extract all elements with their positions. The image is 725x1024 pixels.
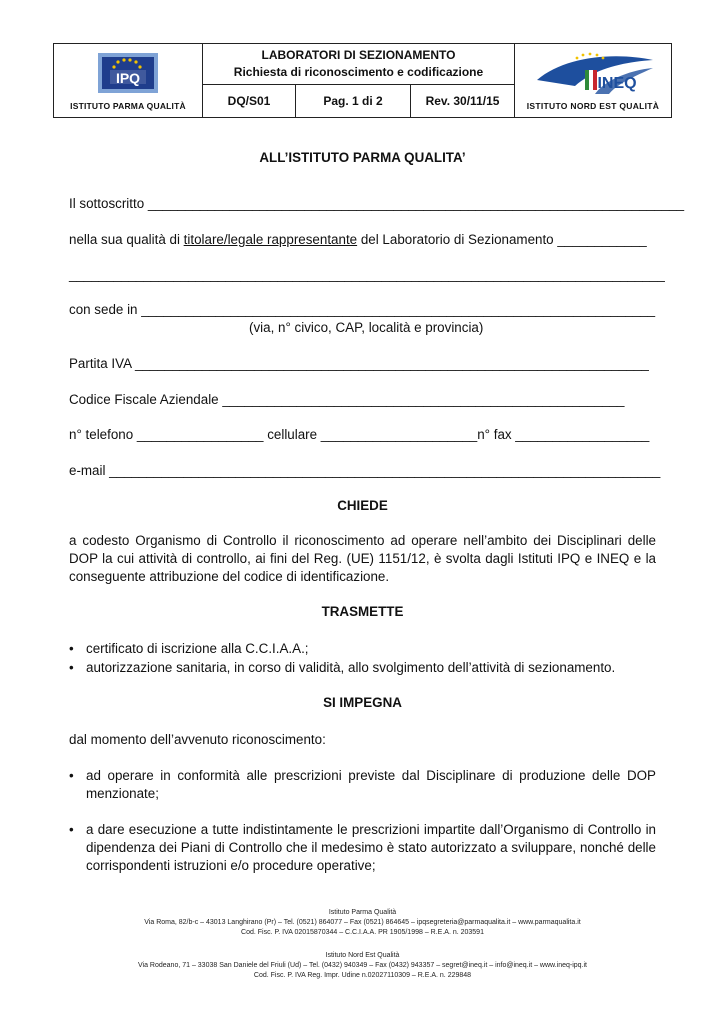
ineq-label: ISTITUTO NORD EST QUALITÀ bbox=[526, 101, 660, 111]
footer-ipq-name: Istituto Parma Qualità bbox=[328, 909, 397, 916]
transmits-heading: TRASMETTE bbox=[321, 604, 404, 619]
footer-ineq-fiscal: Cod. Fisc. P. IVA Reg. Impr. Udine n.02027110309 – R.E.A. n. 229848 bbox=[253, 972, 472, 979]
bullet-icon: • bbox=[69, 641, 74, 656]
list-item: • certificato di iscrizione alla C.C.I.A.A.; bbox=[69, 641, 309, 656]
commits-heading: SI IMPEGNA bbox=[323, 695, 402, 710]
quality-role: titolare/legale rappresentante bbox=[183, 232, 358, 247]
list-item: • a dare esecuzione a tutte indistintamente le prescrizioni impartite dall’Organismo di Controllo in dipendenza dei Piani di Controllo che il medesimo è stato autorizzato a sviluppare, nonché delle corrispondenti istruzioni e/o procedure operative; bbox=[69, 822, 656, 873]
email-field[interactable]: e-mail __________________________________________________________________________ bbox=[69, 463, 661, 478]
lab-name-field[interactable]: ________________________________________________________________________________ bbox=[69, 267, 665, 282]
footer-ipq-fiscal: Cod. Fisc. P. IVA 02015870344 – C.C.I.A.A. PR 1905/1998 – R.E.A. n. 203591 bbox=[241, 929, 484, 936]
quality-prefix: nella sua qualità di bbox=[69, 232, 184, 247]
form-subtitle: Richiesta di riconoscimento e codificazione bbox=[233, 65, 484, 79]
phones-field[interactable]: n° telefono _________________ cellulare _____________________n° fax __________________ bbox=[69, 427, 650, 442]
footer-ineq-name: Istituto Nord Est Qualità bbox=[325, 952, 400, 959]
list-item: • autorizzazione sanitaria, in corso di validità, allo svolgimento dell’attività di sezionamento. bbox=[69, 660, 616, 675]
vat-field[interactable]: Partita IVA _____________________________________________________________________ bbox=[69, 356, 649, 371]
doc-code: DQ/S01 bbox=[203, 85, 296, 117]
addressee: ALL’ISTITUTO PARMA QUALITA’ bbox=[259, 150, 466, 165]
ipq-logo-cell bbox=[54, 44, 203, 117]
bullet-icon: • bbox=[69, 768, 74, 783]
svg-text:INEQ: INEQ bbox=[597, 75, 637, 92]
footer-ineq-address: Via Rodeano, 71 – 33038 San Daniele del Friuli (Ud) – Tel. (0432) 940349 – Fax (0432) 943357 – segret@ineq.it – info@ineq.it – www.ineq-ipq.it bbox=[137, 962, 587, 969]
svg-text:IPQ: IPQ bbox=[115, 70, 141, 86]
requests-text: a codesto Organismo di Controllo il riconoscimento ad operare nell’ambito dei Disciplinari delle DOP la cui attività di controllo, ai fini del Reg. (UE) 1151/12, è svolta dagli Istituti IPQ e INEQ e la conseguente attribuzione del codice di identificazione. bbox=[69, 533, 656, 584]
footer-ipq-address: Via Roma, 82/b-c – 43013 Langhirano (Pr) – Tel. (0521) 864077 – Fax (0521) 864645 – ipqsegreteria@parmaqualita.it – www.parmaqualita.it bbox=[144, 919, 581, 926]
commits-intro: dal momento dell’avvenuto riconoscimento: bbox=[69, 732, 326, 747]
ineq-logo bbox=[535, 50, 655, 96]
seat-hint: (via, n° civico, CAP, località e provincia) bbox=[249, 320, 484, 335]
quality-suffix: del Laboratorio di Sezionamento ____________ bbox=[357, 232, 647, 247]
header-title-cell bbox=[203, 44, 515, 117]
list-item: • ad operare in conformità alle prescrizioni previste dal Disciplinare di produzione delle DOP menzionate; bbox=[69, 768, 656, 801]
quality-field[interactable] bbox=[69, 231, 647, 249]
page-number: Pag. 1 di 2 bbox=[296, 85, 411, 117]
ineq-logo-cell bbox=[515, 44, 671, 117]
bullet-icon: • bbox=[69, 822, 74, 837]
form-title: LABORATORI DI SEZIONAMENTO bbox=[261, 48, 456, 62]
tax-code-field[interactable]: Codice Fiscale Aziendale ______________________________________________________ bbox=[69, 392, 625, 407]
ipq-logo bbox=[98, 53, 158, 93]
seat-field[interactable]: con sede in _____________________________________________________________________ bbox=[69, 302, 656, 317]
ipq-label: ISTITUTO PARMA QUALITÀ bbox=[70, 101, 186, 111]
requests-heading: CHIEDE bbox=[337, 498, 388, 513]
bullet-icon: • bbox=[69, 660, 74, 675]
document-header bbox=[53, 43, 672, 118]
undersigned-field[interactable]: Il sottoscritto ________________________________________________________________________ bbox=[69, 196, 685, 211]
revision: Rev. 30/11/15 bbox=[425, 94, 500, 108]
